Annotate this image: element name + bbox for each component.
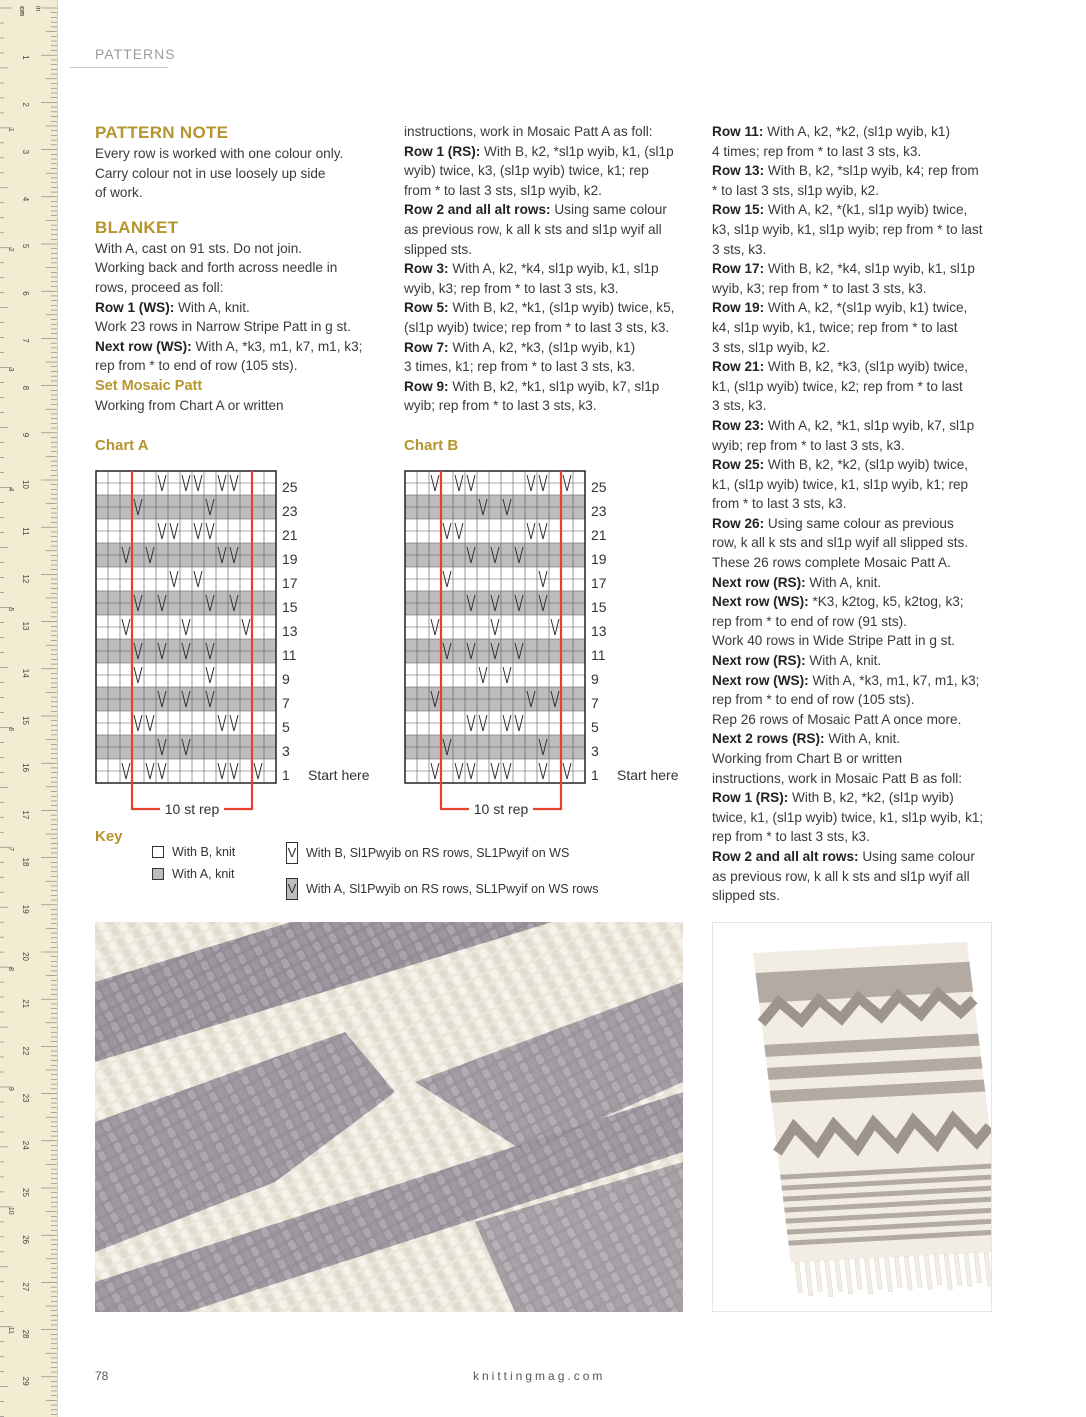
- row-label: 5: [282, 719, 290, 735]
- text-line: [712, 592, 1002, 612]
- text-line: [712, 455, 1002, 475]
- text-line: [712, 729, 1002, 749]
- ruler-in-number: 4: [7, 487, 14, 492]
- row-label: 7: [591, 695, 599, 711]
- set-mosaic-heading: Set Mosaic Patt: [95, 377, 203, 394]
- row-label: Row 2 and all alt rows:: [404, 202, 551, 218]
- row-label: 5: [591, 719, 599, 735]
- row-text: With A, knit.: [174, 299, 250, 315]
- ruler-cm-number: 24: [21, 1140, 30, 1150]
- row-label: 17: [282, 575, 298, 591]
- row-label: 7: [282, 695, 290, 711]
- section-label: PATTERNS: [95, 46, 176, 62]
- column-1: [95, 122, 385, 416]
- text-line: [712, 396, 1002, 416]
- ruler-cm-number: 5: [21, 244, 30, 249]
- chart-row-10: [96, 663, 276, 675]
- key-label: With A, knit: [172, 867, 235, 881]
- chart-row-6: [96, 711, 276, 723]
- ruler-cm-number: 25: [21, 1188, 30, 1197]
- text-line: [712, 788, 1002, 808]
- row-text: 3 sts, sl1p wyib, k2.: [712, 339, 830, 355]
- text-line: [404, 240, 694, 260]
- ruler-cm-number: 3: [21, 149, 30, 155]
- text-line: [712, 338, 1002, 358]
- ruler-ticks: [0, 0, 57, 1417]
- row-label: Row 15:: [712, 202, 765, 218]
- ruler-cm-number: 12: [21, 574, 30, 584]
- row-label: 25: [282, 479, 298, 495]
- text-line: rep from * to end of row (105 sts).: [95, 358, 298, 374]
- row-label: 1: [282, 767, 290, 783]
- text-line: [712, 298, 1002, 318]
- text-line: [712, 710, 1002, 730]
- row-text: *K3, k2tog, k5, k2tog, k3;: [808, 594, 964, 610]
- knit-closeup-photo: [95, 922, 683, 1312]
- text-line: [712, 494, 1002, 514]
- chart-row-24: [96, 495, 276, 507]
- chart-row-9: [405, 675, 585, 687]
- key-label: With B, Sl1Pwyib on RS rows, SL1Pwyif on WS: [306, 846, 570, 860]
- key-label: With A, Sl1Pwyib on RS rows, SL1Pwyif on WS rows: [306, 882, 599, 896]
- chart-a: [95, 468, 385, 820]
- slip-stitch-grey-icon: V: [286, 878, 298, 900]
- chart-row-12: [405, 639, 585, 651]
- row-text: as previous row, k all k sts and sl1p wyif all: [404, 221, 662, 237]
- chart-a-title: Chart A: [95, 437, 149, 454]
- row-text: With A, knit.: [805, 653, 882, 669]
- row-text: With B, k2, *k1, (sl1p wyib) twice, k5,: [448, 300, 675, 316]
- ruler-cm-number: 4: [21, 196, 30, 202]
- row-text: Work 40 rows in Wide Stripe Patt in g st.: [712, 633, 956, 649]
- row-text: With A, k2, *k1, sl1p wyib, k7, sl1p: [764, 417, 975, 433]
- ruler-cm-number: 8: [21, 385, 30, 391]
- row-text: rep from * to end of row (91 sts).: [712, 613, 907, 629]
- text-line: [404, 318, 694, 338]
- text-line: With A, cast on 91 sts. Do not join.: [95, 240, 303, 256]
- row-text: k3, sl1p wyib, k1, sl1p wyib; rep from * to last: [712, 221, 983, 237]
- row-text: k1, (sl1p wyib) twice, k1, sl1p wyib, k1; rep: [712, 476, 969, 492]
- text-line: [404, 338, 694, 358]
- row-label: Next row (WS):: [95, 338, 192, 354]
- row-label: 11: [591, 647, 606, 663]
- text-line: [404, 396, 694, 416]
- text-line: Work 23 rows in Narrow Stripe Patt in g st.: [95, 319, 351, 335]
- chart-row-7: [405, 699, 585, 711]
- text-line: [712, 827, 1002, 847]
- row-text: With B, k2, *sl1p wyib, k4; rep from: [764, 163, 979, 179]
- ruler-cm-number: 28: [21, 1329, 30, 1339]
- text-line: [712, 671, 1002, 691]
- row-text: With B, k2, *k2, (sl1p wyib): [788, 790, 954, 806]
- white-swatch-icon: [152, 846, 164, 858]
- text-line: [712, 690, 1002, 710]
- repeat-label: 10 st rep: [473, 801, 529, 817]
- ruler-cm-number: 17: [21, 810, 30, 820]
- text-line: Working from Chart A or written: [95, 397, 284, 413]
- row-text: 3 sts, k3.: [712, 398, 767, 414]
- text-line: [712, 808, 1002, 828]
- row-text: wyib, k3; rep from * to last 3 sts, k3.: [404, 280, 619, 296]
- row-text: instructions, work in Mosaic Patt B as foll:: [712, 770, 963, 786]
- ruler-cm-number: 9: [21, 432, 30, 438]
- text-line: [404, 259, 694, 279]
- row-label: Row 11:: [712, 124, 764, 139]
- ruler-in-number: 9: [7, 1086, 14, 1091]
- ruler-cm-number: 16: [21, 763, 30, 773]
- row-text: With A, k2, *(k1, sl1p wyib) twice,: [764, 202, 968, 218]
- text-line: [712, 886, 1002, 906]
- ruler-cm-number: 27: [21, 1282, 30, 1292]
- text-line: [712, 553, 1002, 573]
- row-text: slipped sts.: [404, 241, 473, 257]
- ruler-in-number: 2: [7, 247, 14, 252]
- text-line: [712, 847, 1002, 867]
- row-text: With B, k2, *sl1p wyib, k1, (sl1p: [480, 143, 674, 159]
- row-text: With B, k2, *k2, (sl1p wyib) twice,: [764, 457, 969, 473]
- chart-b: [404, 468, 694, 820]
- start-here-label: Start here: [617, 767, 679, 783]
- ruler-cm-number: 14: [21, 668, 30, 678]
- site-name: knittingmag.com: [473, 1369, 606, 1383]
- chart-row-22: [405, 519, 585, 531]
- chart-row-25: [405, 483, 585, 495]
- text-line: [712, 200, 1002, 220]
- chart-row-1: [96, 771, 276, 783]
- chart-row-5: [405, 723, 585, 735]
- row-text: wyib) twice, k3, (sl1p wyib) twice, k1; rep: [404, 163, 649, 179]
- text-line: [712, 416, 1002, 436]
- row-text: wyib; rep from * to last 3 sts, k3.: [404, 398, 597, 414]
- text-line: [404, 200, 694, 220]
- slip-stitch-white-icon: V: [286, 842, 298, 864]
- row-text: With A, k2, *k2, (sl1p wyib, k1): [763, 124, 950, 139]
- text-line: rows, proceed as foll:: [95, 279, 224, 295]
- row-label: Row 21:: [712, 359, 765, 375]
- row-label: 9: [282, 671, 290, 687]
- row-text: wyib; rep from * to last 3 sts, k3.: [712, 437, 905, 453]
- text-line: [712, 475, 1002, 495]
- row-label: Row 17:: [712, 261, 765, 277]
- ruler-in-number: 10: [7, 1206, 14, 1215]
- ruler-cm-number: 23: [21, 1093, 30, 1103]
- text-line: [712, 122, 1002, 142]
- text-line: [404, 181, 694, 201]
- text-line: [712, 161, 1002, 181]
- chart-row-17: [405, 579, 585, 591]
- chart-row-23: [405, 507, 585, 519]
- row-text: With A, k2, *(sl1p wyib, k1) twice,: [764, 300, 968, 316]
- row-label: Next 2 rows (RS):: [712, 731, 825, 747]
- text-line: [712, 612, 1002, 632]
- chart-row-22: [96, 519, 276, 531]
- row-label: Row 1 (RS):: [404, 143, 481, 159]
- text-line: of work.: [95, 185, 143, 201]
- ruler-cm-number: 10: [21, 480, 30, 489]
- chart-row-17: [96, 579, 276, 591]
- ruler-cm-number: 19: [21, 904, 30, 914]
- repeat-label: 10 st rep: [164, 801, 220, 817]
- row-text: k1, (sl1p wyib) twice, k2; rep from * to last: [712, 378, 963, 394]
- chart-row-3: [405, 747, 585, 759]
- text-line: [712, 181, 1002, 201]
- page-number: 78: [95, 1369, 109, 1383]
- row-text: With A, *k3, m1, k7, m1, k3;: [191, 338, 363, 354]
- text-line: [712, 142, 1002, 162]
- pattern-note-heading: PATTERN NOTE: [95, 123, 229, 142]
- row-text: With A, k2, *k3, (sl1p wyib, k1): [448, 339, 636, 355]
- row-label: Next row (RS):: [712, 653, 806, 669]
- row-text: 4 times; rep from * to last 3 sts, k3.: [712, 143, 922, 159]
- row-label: Row 7:: [404, 339, 449, 355]
- row-label: 13: [591, 623, 607, 639]
- key-item-a-knit: [152, 867, 235, 881]
- text-line: [404, 161, 694, 181]
- blanket-heading: BLANKET: [95, 217, 179, 237]
- ruler-in-number: 7: [7, 847, 14, 852]
- ruler-in-number: 1: [7, 127, 14, 132]
- ruler-in-number: 6: [7, 727, 14, 732]
- row-label: 19: [591, 551, 607, 567]
- chart-row-16: [405, 591, 585, 603]
- row-text: row, k all k sts and sl1p wyif all slipped sts.: [712, 535, 969, 551]
- row-text: Using same colour as previous: [764, 515, 954, 531]
- row-text: Using same colour: [550, 202, 667, 218]
- chart-row-8: [96, 687, 276, 699]
- column-3: [712, 122, 1002, 906]
- row-label: Next row (WS):: [712, 594, 809, 610]
- chart-row-21: [96, 531, 276, 543]
- ruler-cm-number: 21: [21, 999, 30, 1009]
- text-line: [404, 220, 694, 240]
- row-label: 17: [591, 575, 607, 591]
- ruler-unit-in: in: [34, 6, 41, 12]
- row-label: 21: [282, 527, 298, 543]
- text-line: [712, 631, 1002, 651]
- chart-row-18: [96, 567, 276, 579]
- ruler-cm-number: 26: [21, 1235, 30, 1245]
- text-line: [712, 259, 1002, 279]
- chart-row-10: [405, 663, 585, 675]
- key-item-b-slip: [286, 842, 569, 864]
- text-line: Every row is worked with one colour only.: [95, 146, 344, 161]
- chart-row-23: [96, 507, 276, 519]
- ruler-cm-number: 20: [21, 952, 30, 961]
- row-text: With A, k2, *k4, sl1p wyib, k1, sl1p: [448, 261, 659, 277]
- text-line: [712, 573, 1002, 593]
- row-label: Row 2 and all alt rows:: [712, 848, 859, 864]
- row-text: * to last 3 sts, sl1p wyib, k2.: [712, 182, 879, 198]
- row-label: Row 1 (WS):: [95, 299, 175, 315]
- text-line: [404, 357, 694, 377]
- chart-row-19: [96, 555, 276, 567]
- row-label: Next row (WS):: [712, 672, 809, 688]
- row-text: With A, *k3, m1, k7, m1, k3;: [808, 672, 980, 688]
- row-text: With B, k2, *k1, sl1p wyib, k7, sl1p: [448, 378, 660, 394]
- text-line: [712, 436, 1002, 456]
- row-text: wyib, k3; rep from * to last 3 sts, k3.: [712, 280, 927, 296]
- row-text: as previous row, k all k sts and sl1p wyif all: [712, 868, 970, 884]
- row-text: 3 sts, k3.: [712, 241, 767, 257]
- row-label: Row 25:: [712, 457, 765, 473]
- row-label: 23: [282, 503, 298, 519]
- section-divider: [70, 67, 168, 68]
- knit-closeup-illustration: [95, 922, 683, 1312]
- chart-row-24: [405, 495, 585, 507]
- chart-row-26: [96, 471, 276, 483]
- row-text: k4, sl1p wyib, k1, twice; rep from * to last: [712, 319, 958, 335]
- row-label: Row 19:: [712, 300, 765, 316]
- row-text: With B, k2, *k3, (sl1p wyib) twice,: [764, 359, 969, 375]
- chart-row-12: [96, 639, 276, 651]
- ruler-cm-number: 22: [21, 1046, 30, 1056]
- row-label: Row 23:: [712, 417, 765, 433]
- text-line: [404, 122, 694, 142]
- chart-row-16: [96, 591, 276, 603]
- row-label: Row 13:: [712, 163, 765, 179]
- text-line: [404, 142, 694, 162]
- key-label: With B, knit: [172, 845, 236, 859]
- ruler-cm-number: 15: [21, 716, 30, 725]
- row-label: Row 5:: [404, 300, 449, 316]
- blanket-illustration: [713, 923, 992, 1312]
- chart-row-4: [96, 735, 276, 747]
- row-text: With A, knit.: [824, 731, 901, 747]
- ruler-in-number: 5: [7, 607, 14, 612]
- text-line: Carry colour not in use loosely up side: [95, 165, 326, 181]
- ruler-cm-number: 11: [21, 527, 30, 536]
- text-line: [712, 514, 1002, 534]
- chart-row-9: [96, 675, 276, 687]
- row-text: from * to last 3 sts, sl1p wyib, k2.: [404, 182, 602, 198]
- chart-row-18: [405, 567, 585, 579]
- chart-row-21: [405, 531, 585, 543]
- row-label: 15: [591, 599, 607, 615]
- text-line: [712, 749, 1002, 769]
- text-line: [712, 240, 1002, 260]
- text-line: [712, 220, 1002, 240]
- row-label: 23: [591, 503, 607, 519]
- text-line: [712, 318, 1002, 338]
- grey-swatch-icon: [152, 868, 164, 880]
- ruler-cm-number: 2: [21, 102, 30, 107]
- ruler-unit-cm: cm: [18, 6, 25, 17]
- key-item-a-slip: [286, 878, 598, 900]
- row-text: (sl1p wyib) twice; rep from * to last 3 sts, k3.: [404, 319, 670, 335]
- ruler-cm-number: 13: [21, 621, 30, 631]
- row-text: These 26 rows complete Mosaic Patt A.: [712, 555, 951, 571]
- row-label: 1: [591, 767, 599, 783]
- ruler-cm-number: 1: [21, 55, 30, 60]
- row-label: 25: [591, 479, 607, 495]
- row-label: 21: [591, 527, 607, 543]
- text-line: [712, 651, 1002, 671]
- row-label: 19: [282, 551, 298, 567]
- chart-row-4: [405, 735, 585, 747]
- key-title: Key: [95, 828, 123, 845]
- row-text: rep from * to end of row (105 sts).: [712, 692, 915, 708]
- ruler: [0, 0, 58, 1417]
- text-line: [95, 337, 385, 357]
- row-text: With B, k2, *k4, sl1p wyib, k1, sl1p: [764, 261, 975, 277]
- row-text: With A, knit.: [805, 574, 882, 590]
- text-line: [712, 769, 1002, 789]
- ruler-cm-number: 6: [21, 291, 30, 296]
- chart-row-20: [405, 543, 585, 555]
- row-label: Row 26:: [712, 515, 765, 531]
- row-label: Row 3:: [404, 261, 449, 277]
- text-line: [712, 533, 1002, 553]
- row-text: 3 times, k1; rep from * to last 3 sts, k3.: [404, 359, 636, 375]
- text-line: [712, 377, 1002, 397]
- ruler-cm-number: 7: [21, 338, 30, 343]
- ruler-cm-number: 18: [21, 857, 30, 867]
- row-label: Next row (RS):: [712, 574, 806, 590]
- row-label: Row 1 (RS):: [712, 790, 789, 806]
- column-2: [404, 122, 694, 416]
- chart-row-5: [96, 723, 276, 735]
- text-line: [712, 357, 1002, 377]
- chart-b-title: Chart B: [404, 437, 459, 454]
- start-here-label: Start here: [308, 767, 370, 783]
- row-label: 3: [282, 743, 290, 759]
- row-label: 9: [591, 671, 599, 687]
- chart-row-15: [96, 603, 276, 615]
- text-line: [712, 279, 1002, 299]
- ruler-in-number: 3: [7, 367, 14, 372]
- row-label: Row 9:: [404, 378, 449, 394]
- row-text: from * to last 3 sts, k3.: [712, 496, 847, 512]
- row-text: slipped sts.: [712, 888, 781, 904]
- ruler-cm-number: 29: [21, 1376, 30, 1386]
- row-label: 3: [591, 743, 599, 759]
- text-line: Working back and forth across needle in: [95, 260, 338, 276]
- row-text: rep from * to last 3 sts, k3.: [712, 829, 870, 845]
- row-text: twice, k1, (sl1p wyib) twice, k1, sl1p wyib, k1;: [712, 809, 984, 825]
- row-label: 13: [282, 623, 298, 639]
- text-line: [404, 279, 694, 299]
- row-text: Using same colour: [858, 848, 975, 864]
- text-line: [404, 377, 694, 397]
- blanket-photo: [712, 922, 992, 1312]
- row-text: Rep 26 rows of Mosaic Patt A once more.: [712, 711, 962, 727]
- text-line: [404, 298, 694, 318]
- text-line: [712, 867, 1002, 887]
- ruler-in-number: 8: [7, 967, 14, 972]
- row-label: 15: [282, 599, 298, 615]
- chart-row-6: [405, 711, 585, 723]
- key-item-b-knit: [152, 845, 235, 859]
- text-line: [95, 298, 385, 318]
- row-text: Working from Chart B or written: [712, 751, 903, 766]
- ruler-in-number: 11: [7, 1326, 14, 1335]
- row-text: instructions, work in Mosaic Patt A as foll:: [404, 124, 653, 139]
- row-label: 11: [282, 647, 297, 663]
